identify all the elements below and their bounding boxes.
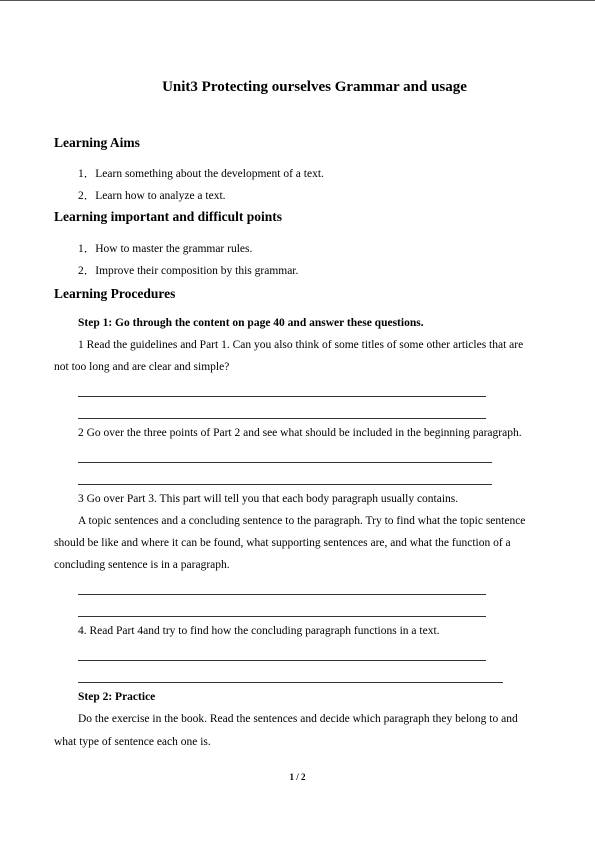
question-1-line-2: not too long and are clear and simple? <box>54 361 230 373</box>
answer-line <box>78 616 486 617</box>
answer-line <box>78 418 486 419</box>
procedures-heading: Learning Procedures <box>54 286 176 301</box>
answer-line <box>78 594 486 595</box>
question-3-line-1: 3 Go over Part 3. This part will tell you that each body paragraph usually contains. <box>78 493 459 505</box>
answer-line <box>78 396 486 397</box>
step2-heading: Step 2: Practice <box>78 691 156 703</box>
important-points-heading: Learning important and difficult points <box>54 209 283 224</box>
question-1-line-1: 1 Read the guidelines and Part 1. Can you also think of some titles of some other articles that are <box>78 339 524 351</box>
answer-line <box>78 462 492 463</box>
learning-aims-heading: Learning Aims <box>54 135 140 150</box>
question-3-line-3: should be like and where it can be found, what supporting sentences are, and what the function of a <box>54 537 511 549</box>
document-title: Unit3 Protecting ourselves Grammar and usage <box>162 79 467 95</box>
important-point-item-2: 2．Improve their composition by this grammar. <box>78 265 299 277</box>
question-2: 2 Go over the three points of Part 2 and see what should be included in the beginning paragraph. <box>78 427 522 439</box>
answer-line <box>78 484 492 485</box>
answer-line <box>78 682 503 683</box>
step2-line-1: Do the exercise in the book. Read the sentences and decide which paragraph they belong to and <box>78 713 518 725</box>
question-3-line-2: A topic sentences and a concluding sentence to the paragraph. Try to find what the topic sentence <box>78 515 526 527</box>
important-point-item-1: 1．How to master the grammar rules. <box>78 243 253 255</box>
question-3-line-4: concluding sentence is in a paragraph. <box>54 559 230 571</box>
learning-aim-item-1: 1．Learn something about the development of a text. <box>78 168 324 180</box>
question-4: 4. Read Part 4and try to find how the concluding paragraph functions in a text. <box>78 625 440 637</box>
step2-line-2: what type of sentence each one is. <box>54 736 211 748</box>
page-number: 1 / 2 <box>289 772 306 782</box>
answer-line <box>78 660 486 661</box>
learning-aim-item-2: 2．Learn how to analyze a text. <box>78 190 226 202</box>
step1-heading: Step 1: Go through the content on page 40 and answer these questions. <box>78 317 424 329</box>
header-rule <box>0 0 595 1</box>
